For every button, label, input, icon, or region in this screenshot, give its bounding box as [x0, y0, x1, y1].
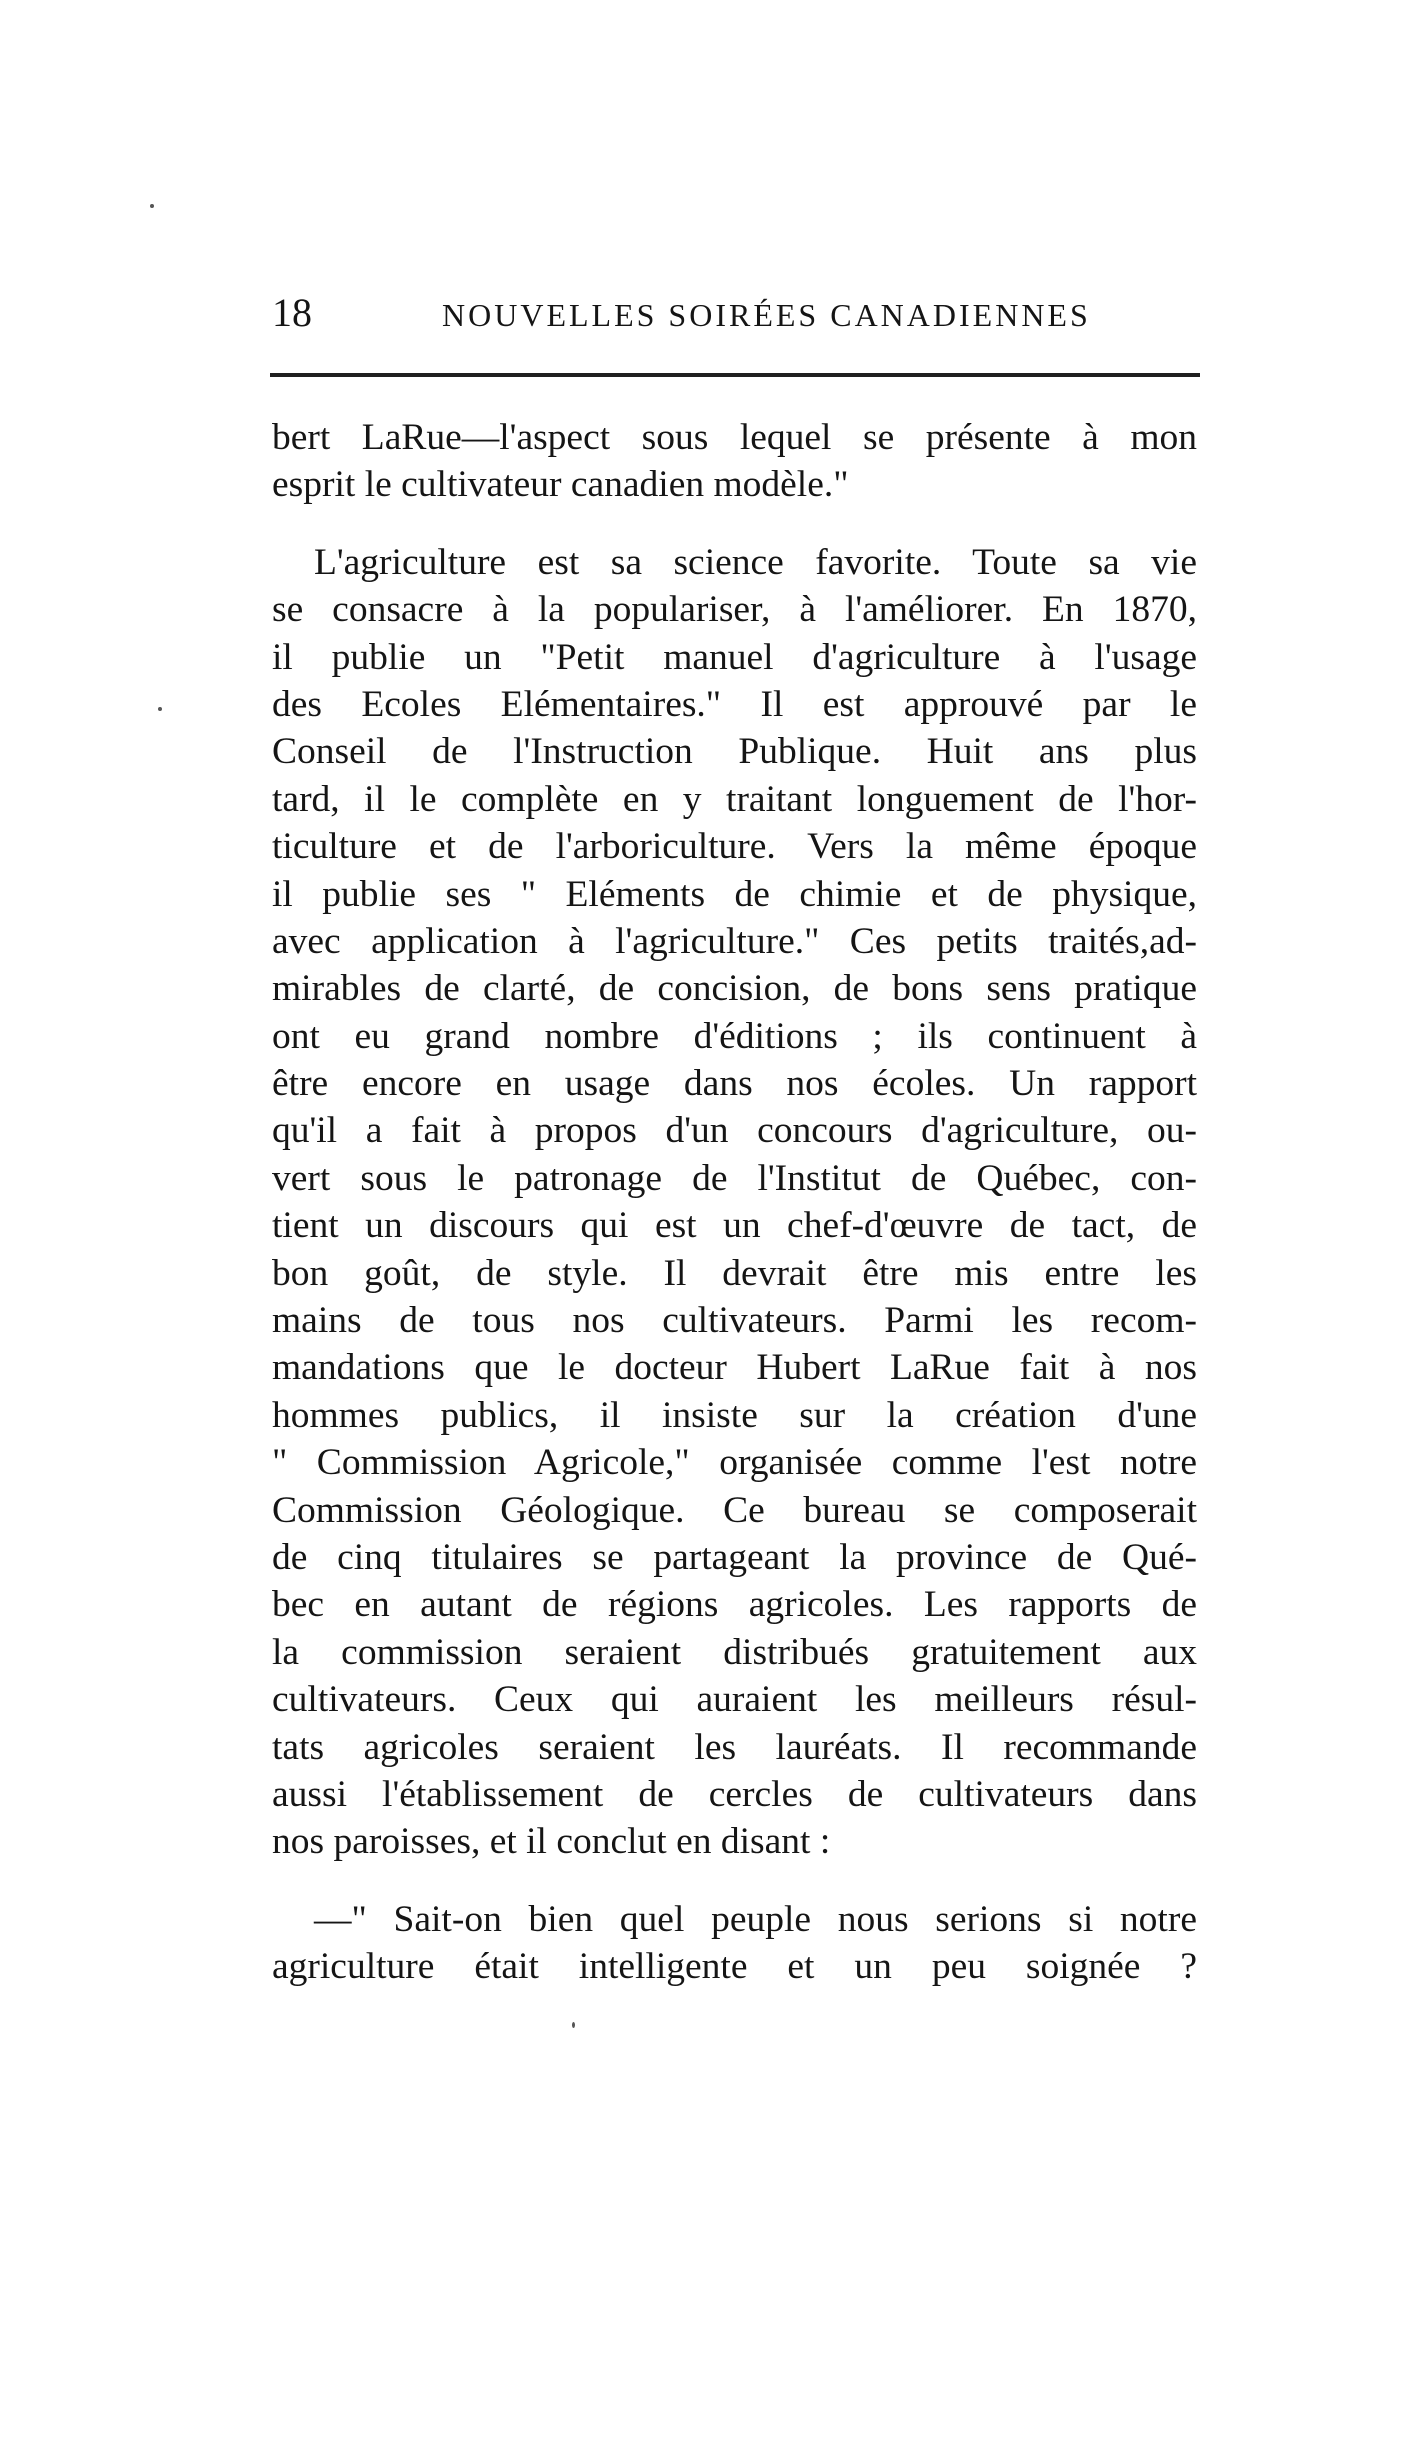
paragraph-gap [272, 1866, 1197, 1896]
text-line: tats agricoles seraient les lauréats. Il recommande [272, 1726, 1197, 1768]
text-line: il publie ses " Eléments de chimie et de physique, [272, 873, 1197, 915]
text-line: se consacre à la populariser, à l'améliorer. En 1870, [272, 589, 1197, 631]
header-rule [270, 373, 1200, 377]
text-line: aussi l'établissement de cercles de cultivateurs dans [272, 1773, 1197, 1815]
text-line: mains de tous nos cultivateurs. Parmi les recom- [272, 1300, 1197, 1342]
text-line: " Commission Agricole," organisée comme l'est notre [272, 1442, 1197, 1484]
text-line: ticulture et de l'arboriculture. Vers la même époque [272, 826, 1197, 868]
scan-speck [150, 204, 154, 208]
text-line: la commission seraient distribués gratuitement aux [272, 1631, 1197, 1673]
text-line: bec en autant de régions agricoles. Les rapports de [272, 1584, 1197, 1626]
text-line: être encore en usage dans nos écoles. Un rapport [272, 1063, 1197, 1105]
text-line: il publie un "Petit manuel d'agriculture à l'usage [272, 636, 1197, 678]
scan-speck [572, 2022, 575, 2028]
text-line: des Ecoles Elémentaires." Il est approuvé par le [272, 683, 1197, 725]
running-title: NOUVELLES SOIRÉES CANADIENNES [442, 297, 1091, 333]
text-line: vert sous le patronage de l'Institut de Québec, con- [272, 1157, 1197, 1199]
text-line: de cinq titulaires se partageant la province de Qué- [272, 1536, 1197, 1578]
text-line: qu'il a fait à propos d'un concours d'agriculture, ou- [272, 1110, 1197, 1152]
text-line: agriculture était intelligente et un peu soignée ? [272, 1946, 1197, 1988]
text-line: esprit le cultivateur canadien modèle." [272, 464, 849, 506]
text-line: tard, il le complète en y traitant longuement de l'hor- [272, 778, 1197, 820]
text-line: Conseil de l'Instruction Publique. Huit ans plus [272, 731, 1197, 773]
text-line: bon goût, de style. Il devrait être mis entre les [272, 1252, 1197, 1294]
text-line: L'agriculture est sa science favorite. Toute sa vie [314, 541, 1197, 583]
body-text [272, 414, 1197, 1991]
text-line: nos paroisses, et il conclut en disant : [272, 1821, 831, 1863]
text-line: hommes publics, il insiste sur la création d'une [272, 1394, 1197, 1436]
text-line: bert LaRue—l'aspect sous lequel se présente à mon [272, 417, 1197, 458]
text-line: Commission Géologique. Ce bureau se composerait [272, 1489, 1197, 1531]
text-line: tient un discours qui est un chef-d'œuvre de tact, de [272, 1205, 1197, 1247]
text-line: ont eu grand nombre d'éditions ; ils continuent à [272, 1015, 1197, 1057]
text-line: mirables de clarté, de concision, de bons sens pratique [272, 968, 1197, 1010]
page-number: 18 [272, 290, 312, 335]
paragraph-gap [272, 509, 1197, 539]
page-header [272, 288, 1197, 338]
text-line: avec application à l'agriculture." Ces petits traités,ad- [272, 920, 1197, 962]
text-line: mandations que le docteur Hubert LaRue fait à nos [272, 1347, 1197, 1389]
scan-speck [158, 707, 162, 711]
text-line: —" Sait-on bien quel peuple nous serions si notre [314, 1898, 1197, 1940]
text-line: cultivateurs. Ceux qui auraient les meilleurs résul- [272, 1679, 1197, 1721]
